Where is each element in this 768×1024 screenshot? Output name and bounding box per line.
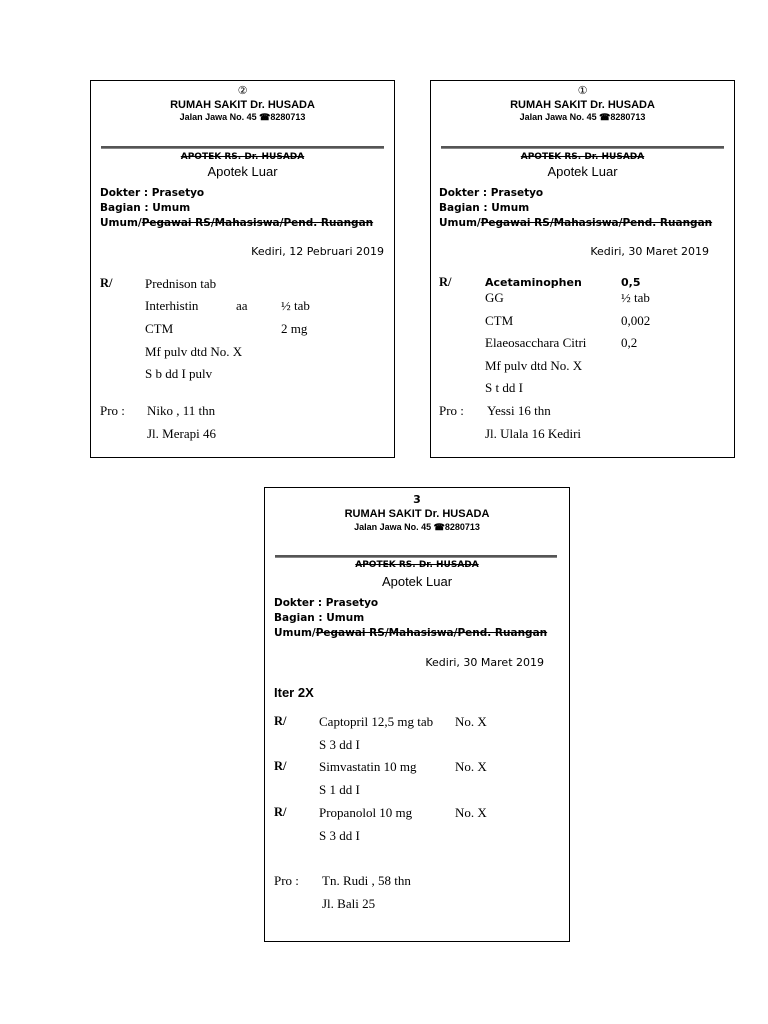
card-number: ②: [237, 84, 248, 97]
rx-qty: No. X: [455, 759, 487, 774]
rx-dose: 0,002: [621, 313, 651, 328]
prescription-date: Kediri, 12 Pebruari 2019: [251, 245, 384, 258]
phone-number: 8280713: [444, 522, 480, 532]
patient-address: Jl. Ulala 16 Kediri: [485, 426, 582, 441]
rx-dose: 0,2: [621, 335, 638, 350]
rx-symbol: R/: [100, 276, 113, 290]
umum-text: Umum/: [439, 217, 481, 229]
rx-line: CTM: [485, 313, 514, 328]
rx-drug: Simvastatin 10 mg: [319, 759, 417, 774]
rx-dose: ½ tab: [621, 290, 650, 305]
phone-icon: ☎: [259, 112, 271, 122]
card-number: 3: [413, 493, 421, 506]
struck-options: Pegawai RS/Mahasiswa/Pend. Ruangan: [315, 627, 548, 639]
apotek-luar: Apotek Luar: [381, 574, 453, 589]
header-divider: [441, 146, 724, 149]
bagian-line: Bagian : Umum: [100, 202, 191, 214]
prescription-card-3: [264, 487, 570, 942]
patient-name: Niko , 11 thn: [147, 403, 216, 418]
rx-line: S b dd I pulv: [145, 366, 213, 381]
status-line: [274, 627, 547, 639]
status-line: [439, 217, 712, 229]
struck-options: Pegawai RS/Mahasiswa/Pend. Ruangan: [480, 217, 713, 229]
rx-symbol: R/: [274, 714, 287, 728]
rx-drug: Propanolol 10 mg: [319, 805, 413, 820]
pro-label: Pro :: [274, 873, 299, 888]
apotek-rs-struck: APOTEK RS. Dr. HUSADA: [520, 152, 645, 162]
rx-sig: S 3 dd I: [319, 828, 360, 843]
patient-address: Jl. Merapi 46: [147, 426, 216, 441]
prescription-card-2: [90, 80, 395, 458]
pro-label: Pro :: [439, 403, 464, 418]
rx-symbol: R/: [439, 275, 452, 289]
header-divider: [101, 146, 384, 149]
hospital-name: RUMAH SAKIT Dr. HUSADA: [170, 99, 315, 111]
rx-symbol: R/: [274, 759, 287, 773]
header-divider: [275, 555, 557, 558]
prescription-date: Kediri, 30 Maret 2019: [590, 245, 709, 258]
phone-number: 8280713: [270, 112, 306, 122]
rx-line: Elaeosacchara Citri: [485, 335, 587, 350]
apotek-rs-struck: APOTEK RS. Dr. HUSADA: [180, 152, 305, 162]
rx-drug: Captopril 12,5 mg tab: [319, 714, 434, 729]
apotek-rs-struck: APOTEK RS. Dr. HUSADA: [355, 560, 479, 570]
bagian-line: Bagian : Umum: [274, 612, 365, 624]
rx-line: CTM: [145, 321, 174, 336]
status-line: [100, 217, 373, 229]
patient-name: Tn. Rudi , 58 thn: [322, 873, 411, 888]
rx-line: Mf pulv dtd No. X: [485, 358, 583, 373]
apotek-luar: Apotek Luar: [207, 164, 278, 179]
umum-text: Umum/: [100, 217, 142, 229]
iter-label: Iter 2X: [274, 685, 314, 700]
address-text: Jalan Jawa No. 45: [179, 112, 257, 122]
hospital-name: RUMAH SAKIT Dr. HUSADA: [510, 99, 655, 111]
umum-text: Umum/: [274, 627, 316, 639]
rx-qty: No. X: [455, 805, 487, 820]
rx-aa: aa: [236, 298, 248, 313]
rx-dose: ½ tab: [281, 298, 310, 313]
rx-line: Prednison tab: [145, 276, 217, 291]
hospital-address: [431, 112, 734, 123]
rx-dose: 2 mg: [281, 321, 308, 336]
rx-sig: S 3 dd I: [319, 737, 360, 752]
rx-qty: No. X: [455, 714, 487, 729]
phone-icon: ☎: [433, 522, 445, 532]
rx-line: Interhistin: [145, 298, 199, 313]
rx-sig: S 1 dd I: [319, 782, 360, 797]
rx-line: Mf pulv dtd No. X: [145, 344, 243, 359]
rx-symbol: R/: [274, 805, 287, 819]
prescription-date: Kediri, 30 Maret 2019: [425, 656, 544, 669]
hospital-name: RUMAH SAKIT Dr. HUSADA: [344, 508, 490, 520]
struck-options: Pegawai RS/Mahasiswa/Pend. Ruangan: [141, 217, 374, 229]
phone-icon: ☎: [599, 112, 611, 122]
hospital-address: [91, 112, 394, 123]
address-text: Jalan Jawa No. 45: [354, 522, 432, 532]
bagian-line: Bagian : Umum: [439, 202, 530, 214]
address-text: Jalan Jawa No. 45: [519, 112, 597, 122]
phone-number: 8280713: [610, 112, 646, 122]
dokter-line: Dokter : Prasetyo: [274, 597, 379, 609]
rx-line: Acetaminophen: [485, 276, 582, 289]
patient-name: Yessi 16 thn: [487, 403, 551, 418]
patient-address: Jl. Bali 25: [322, 896, 376, 911]
dokter-line: Dokter : Prasetyo: [100, 187, 205, 199]
prescription-card-1: [430, 80, 735, 458]
card-number: ①: [577, 84, 588, 97]
apotek-luar: Apotek Luar: [547, 164, 618, 179]
hospital-address: [265, 522, 569, 533]
rx-line: GG: [485, 290, 504, 305]
rx-dose: 0,5: [621, 276, 641, 289]
pro-label: Pro :: [100, 403, 125, 418]
dokter-line: Dokter : Prasetyo: [439, 187, 544, 199]
rx-line: S t dd I: [485, 380, 523, 395]
